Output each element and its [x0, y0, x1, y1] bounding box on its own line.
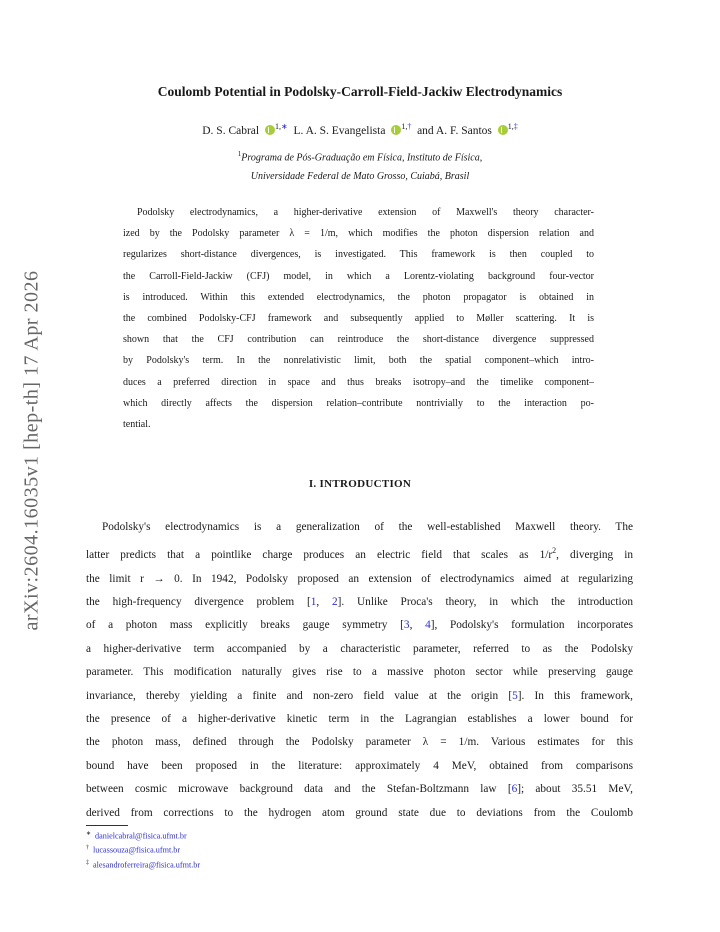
citation-link[interactable]: 3: [403, 619, 410, 632]
body-line: the photon mass, defined through the Podolsky parameter λ = 1/m. Various estimates for this: [86, 736, 633, 749]
author-name: A. F. Santos: [435, 124, 492, 137]
abstract-line: Podolsky electrodynamics, a higher-derivative extension of Maxwell's theory character-: [137, 207, 594, 218]
section-heading: I. INTRODUCTION: [308, 478, 412, 490]
abstract-line: shown that the CFJ contribution can reintroduce the short-distance divergence suppressed: [123, 334, 594, 346]
abstract-line: duces a preferred direction in space and thus breaks isotropy–and the timelike component–: [123, 376, 594, 388]
body-line: bound have been proposed in the literature: approximately 4 MeV, obtained from comparisons: [86, 759, 633, 772]
abstract: [123, 202, 594, 435]
abstract-line: is introduced. Within this extended electrodynamics, the photon propagator is obtained in: [123, 291, 594, 303]
introduction-text: [86, 516, 633, 825]
footnote-link[interactable]: ∗: [280, 122, 288, 131]
abstract-line: regularizes short-distance divergences, is investigated. This framework is then coupled to: [123, 249, 594, 261]
body-line: the limit r → 0. In 1942, Podolsky proposed an extension of electrodynamics aimed at regularizing: [86, 572, 633, 585]
citation-link[interactable]: 1: [310, 595, 317, 608]
body-line: the high-frequency divergence problem [1, 2]. Unlike Proca's theory, in which the introduction: [86, 595, 633, 608]
body-line: a higher-derivative term accompanied by a characteristic parameter, referred to as the Podolsky: [86, 642, 633, 655]
footnote-link[interactable]: †: [407, 122, 412, 131]
arxiv-identifier: arXiv:2604.16035v1 [hep-th] 17 Apr 2026: [20, 269, 43, 631]
abstract-line: by Podolsky's term. In the nonrelativistic limit, both the spatial component–which intro-: [123, 355, 594, 367]
orcid-icon[interactable]: [498, 125, 508, 135]
body-line: the presence of a higher-derivative kinetic term in the Lagrangian establishes a lower bound for: [86, 713, 633, 726]
author-name: D. S. Cabral: [202, 124, 260, 137]
footnote: † lucassouza@fisica.ufmt.br: [86, 845, 181, 855]
author-list: D. S. Cabral $^{1,∗}$ L. A. S. Evangelista $^{1,\dagger}$ and A. F. Santos $^{1,\ddagger}$: [202, 122, 518, 137]
email-link[interactable]: alesandroferreira@fisica.ufmt.br: [93, 860, 201, 870]
abstract-line: the combined Podolsky-CFJ framework and subsequently applied to Møller scattering. It is: [123, 313, 594, 325]
footnote-divider: [86, 825, 128, 826]
body-line: Podolsky's electrodynamics is a generalization of the well-established Maxwell theory. The: [102, 521, 633, 533]
body-line: invariance, thereby yielding a finite and non-zero field value at the origin [5]. In this framework,: [86, 689, 633, 702]
orcid-icon[interactable]: [391, 125, 401, 135]
citation-link[interactable]: 4: [425, 619, 431, 632]
abstract-line: the Carroll-Field-Jackiw (CFJ) model, in which a Lorentz-violating background four-vector: [123, 270, 594, 282]
abstract-line: which directly affects the dispersion relation–contribute nontrivially to the interaction po-: [123, 397, 594, 409]
orcid-icon[interactable]: [265, 125, 275, 135]
body-line: of a photon mass explicitly breaks gauge symmetry [3, 4], Podolsky's formulation incorporates: [86, 619, 634, 632]
footnote: ∗ danielcabral@fisica.ufmt.br: [86, 831, 187, 841]
author-conjunction: and: [417, 124, 434, 137]
email-link[interactable]: lucassouza@fisica.ufmt.br: [93, 845, 181, 855]
body-line: parameter. This modification naturally gives rise to a massive photon sector while preserving gauge: [86, 666, 633, 679]
arxiv-sidebar-stamp: [2, 240, 62, 660]
citation-link[interactable]: 6: [511, 783, 518, 796]
affiliation-line-2: Universidade Federal de Mato Grosso, Cuiabá, Brasil: [250, 171, 470, 182]
body-line: latter predicts that a pointlike charge produces an electric field that scales as $1/r^2$, diverging in: [86, 546, 633, 562]
paper-title: Coulomb Potential in Podolsky-Carroll-Field-Jackiw Electrodynamics: [157, 84, 563, 99]
affiliation-line-1: $^1$Programa de Pós-Graduação em Física, Instituto de Física,: [237, 150, 483, 164]
abstract-line: ized by the Podolsky parameter λ = 1/m, which modifies the photon dispersion relation and: [123, 228, 594, 240]
citation-link[interactable]: 5: [512, 689, 518, 702]
body-line: between cosmic microwave background data and the Stefan-Boltzmann law [6]; about 35.51 MeV,: [86, 783, 633, 796]
abstract-line: tential.: [123, 419, 151, 431]
footnote-link[interactable]: ‡: [513, 122, 518, 131]
email-link[interactable]: danielcabral@fisica.ufmt.br: [95, 831, 187, 841]
footnote: ‡ alesandroferreira@fisica.ufmt.br: [86, 860, 201, 870]
body-line: derived from corrections to the hydrogen atom ground state due to deviations from the Coulomb: [86, 806, 633, 819]
author-name: L. A. S. Evangelista: [293, 124, 386, 137]
citation-link[interactable]: 2: [331, 595, 338, 608]
